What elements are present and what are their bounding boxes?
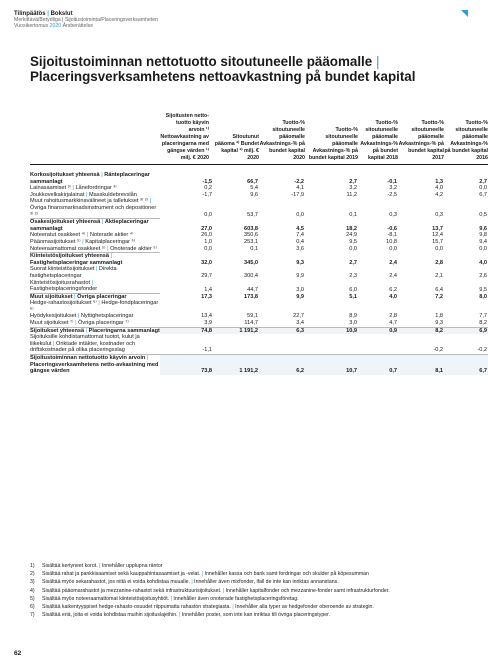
value-cell: -0,1 xyxy=(387,178,397,185)
row-label-fi: Kiinteistösijoitukset yhteensä xyxy=(30,253,109,260)
value-cell: 4,2 xyxy=(435,191,443,198)
value-cell: 9,6 xyxy=(250,191,258,198)
value-cell: 2,3 xyxy=(349,272,357,279)
value-cell: 2,7 xyxy=(349,259,357,266)
row-label-sv: Lånefordringar ³⁾ xyxy=(75,185,117,192)
value-cell: 6,3 xyxy=(259,327,305,334)
value-cell: 27,0 xyxy=(201,225,212,232)
page-number: 62 xyxy=(14,650,22,657)
value-cell: 2,4 xyxy=(389,272,397,279)
row-label-sv: Direkta fastighetsplaceringar xyxy=(30,266,117,279)
footnote-sv: Innehåller även onoterade fastighetsplaceringsföretag. xyxy=(173,595,299,602)
footnote-sv: Innehåller upplupna räntor xyxy=(101,563,163,569)
footnote xyxy=(30,563,460,569)
value-cell: 2,8 xyxy=(389,313,397,320)
table-row xyxy=(30,280,488,294)
value-cell: 0,9 xyxy=(358,327,398,334)
value-cell: 8,1 xyxy=(398,355,444,375)
row-label-sv: Oriktade intäkter, kostnader och driftskostnader på olika placeringsslag xyxy=(30,340,135,354)
value-cell: 11,2 xyxy=(346,191,357,198)
value-cell: 0,0 xyxy=(435,246,443,253)
footnote-separator: | xyxy=(169,595,174,602)
value-cell: 4,5 xyxy=(296,225,304,232)
value-cell: 9,4 xyxy=(479,238,487,245)
row-label-fi: Lainasaamiset ³⁾ xyxy=(30,185,71,192)
value-cell xyxy=(213,334,259,354)
table-header-cell: Tuotto-% sitoutuneelle pääomalle Avkastnings-% på bundet kapital 2018 xyxy=(358,113,398,165)
footnote-number: 5) xyxy=(30,595,35,602)
value-cell: 9,9 xyxy=(296,272,304,279)
label-separator: | xyxy=(76,313,81,320)
value-cell: 4,0 xyxy=(479,259,487,266)
value-cell: 1 191,2 xyxy=(213,327,259,334)
value-cell: 22,7 xyxy=(293,313,304,320)
value-cell: 10,8 xyxy=(386,238,397,245)
table-row xyxy=(30,198,488,218)
value-cell: 6,7 xyxy=(479,191,487,198)
footnote-sv: Innehåller poster, som inte kan inriktas till övriga placeringstyper. xyxy=(181,612,330,619)
footnote-separator: | xyxy=(189,579,195,586)
value-cell: 2,6 xyxy=(479,272,487,279)
row-label-sv: Masskuldebrevslån xyxy=(88,191,137,198)
footnote-text xyxy=(42,604,460,610)
value-cell xyxy=(305,300,358,313)
footnote-text xyxy=(42,588,460,594)
footnote-fi: Sisältää kertyneet korot. xyxy=(42,563,98,569)
value-cell: -0,2 xyxy=(477,347,487,354)
value-cell: 173,8 xyxy=(244,293,258,300)
value-cell: 6,9 xyxy=(444,327,488,334)
value-cell: 24,9 xyxy=(346,232,357,239)
value-cell: -1,7 xyxy=(202,191,212,198)
footnote-number: 7) xyxy=(30,612,35,619)
footnote-fi: Sisältää pääomarahastot ja mezzanine-rahastot sekä infrastruktuurisijoitukset. xyxy=(42,587,222,594)
value-cell: 1 191,2 xyxy=(213,355,259,375)
row-label xyxy=(30,198,160,218)
row-label-fi: Sijoitukset yhteensä xyxy=(30,327,85,334)
value-cell: 0,7 xyxy=(358,355,398,375)
row-label-fi: Pääomasijoitukset ⁵⁾ xyxy=(30,238,81,245)
table-section-row xyxy=(30,165,488,186)
header-report-fi: Vuosikertomus xyxy=(14,23,49,29)
value-cell: 1,3 xyxy=(435,178,443,185)
table-header-cell: Sijoitusten netto-tuotto käyvin arvoin ¹⁾ Nettoavkastning av placeringarna med gängse värden ¹⁾ milj. € 2020 xyxy=(160,113,213,165)
footnote-fi: Sisältää kaikentyyppiset hedge-rahasto-osuudet riippumatta rahaston strategiasta. xyxy=(42,604,231,611)
footnote-sv: Innehåller alla typer av hedgefonder oberoende av strategin. xyxy=(235,604,374,611)
value-cell: 0,1 xyxy=(349,212,357,219)
label-separator: | xyxy=(72,293,78,300)
value-cell: 13,4 xyxy=(201,313,212,320)
footnote-text xyxy=(42,612,460,618)
value-cell: 345,0 xyxy=(244,259,258,266)
row-label-sv: Onoterade aktier ⁵⁾ xyxy=(110,245,157,252)
value-cell: 2,7 xyxy=(349,178,357,185)
header-separator: | xyxy=(47,11,49,17)
value-cell: 6,2 xyxy=(389,286,397,293)
value-cell: -2,5 xyxy=(387,191,397,198)
page-title-fi: Sijoitustoiminnan nettotuotto sitoutuneelle pääomalle xyxy=(30,54,373,69)
row-label-fi: Korkosijoitukset yhteensä xyxy=(30,172,100,178)
footnote-number: 6) xyxy=(30,604,35,611)
footnote xyxy=(30,604,460,610)
page-title-sv: Placeringsverksamhetens nettoavkastning på bundet kapital xyxy=(30,69,416,84)
footnote-text xyxy=(42,596,460,602)
title-separator: | xyxy=(375,54,380,69)
value-cell: 253,1 xyxy=(244,238,258,245)
footnote-fi: Sisältää myös noteeraamattomat kiinteistösijoitusyhtiöt. xyxy=(42,595,170,602)
label-separator: | xyxy=(85,232,90,239)
label-separator: | xyxy=(84,191,89,198)
value-cell: 18,2 xyxy=(346,225,357,232)
value-cell: 9,5 xyxy=(479,286,487,293)
row-label-sv: Fastighetsplaceringar sammanlagt xyxy=(30,259,123,266)
value-cell: 8,2 xyxy=(479,320,487,327)
footnote-sv: Innehåller även mixfonder, ifall de inte kan inriktas annanstans. xyxy=(194,579,339,586)
footnote-sv: Innehåller kapitalfonder och mezzanine-fonder samt infrastrukturfonder. xyxy=(225,587,390,594)
row-label-sv: Fastighetsplaceringsfonder xyxy=(30,286,98,293)
value-cell: 2,7 xyxy=(479,178,487,185)
label-separator: | xyxy=(100,219,105,226)
value-cell: 2,8 xyxy=(435,259,443,266)
row-label-sv: Övriga placeringar ⁷⁾ xyxy=(78,320,129,327)
table-header-cell: Tuotto-% sitoutuneelle pääomalle Avkastnings-% på bundet kapital 2016 xyxy=(444,113,488,165)
value-cell xyxy=(398,300,444,313)
value-cell xyxy=(259,300,305,313)
row-label-fi: Muut sijoitukset ⁷⁾ xyxy=(30,320,74,327)
row-label-fi: Sijoituksille kohdistamattomat tuotot, kulut ja liikekulut xyxy=(30,334,140,347)
value-cell: 0,0 xyxy=(479,185,487,192)
value-cell: 8,0 xyxy=(479,293,487,300)
value-cell xyxy=(259,334,305,354)
row-label xyxy=(30,165,160,186)
row-label-fi: Muut sijoitukset xyxy=(30,293,73,300)
value-cell xyxy=(213,300,259,313)
row-label-sv: Övriga finansmarknadsinstrument och depositioner ³⁾ ²⁾ xyxy=(30,204,157,218)
footnote-fi: Sisältää rahat ja pankkisaamiset sekä kauppahintasaamiset ja -velat. xyxy=(42,571,201,578)
row-label-sv: Aktieplaceringar sammanlagt xyxy=(30,219,149,232)
footnote-number: 1) xyxy=(30,563,35,569)
value-cell: -0,6 xyxy=(387,225,397,232)
corner-marker-icon xyxy=(461,10,468,17)
row-label-fi: Muut rahoitusmarkkinavälineet ja talletukset ³⁾ ²⁾ xyxy=(30,198,149,205)
footnote-text xyxy=(42,563,460,569)
value-cell: 6,0 xyxy=(349,286,357,293)
header-subsection: Merkittävä/Betydliga | Sijoitustoiminta/Placeringsverksamheten xyxy=(14,17,159,23)
table-row xyxy=(30,266,488,279)
value-cell: 3,6 xyxy=(296,246,304,253)
value-cell xyxy=(444,300,488,313)
footnote-number: 2) xyxy=(30,571,35,578)
footnote-separator: | xyxy=(200,571,205,578)
label-separator: | xyxy=(94,266,99,273)
value-cell: 603,8 xyxy=(244,225,258,232)
row-label-sv: Ränteplaceringar sammanlagt xyxy=(30,172,150,185)
header-title-sv: Bokslut xyxy=(50,11,73,17)
value-cell: 0,5 xyxy=(479,212,487,219)
table-header-empty xyxy=(30,113,160,165)
value-cell: 9,3 xyxy=(296,259,304,266)
row-label-fi: Hedge-rahastosijoitukset ⁶⁾ xyxy=(30,300,97,307)
table-row xyxy=(30,300,488,313)
value-cell: 9,3 xyxy=(435,320,443,327)
row-label-sv: Övriga placeringar xyxy=(77,293,127,300)
table-row xyxy=(30,320,488,327)
row-label-sv: Noterade aktier ⁴⁾ xyxy=(89,232,134,239)
row-label xyxy=(30,320,160,327)
label-separator: | xyxy=(51,340,57,347)
row-label xyxy=(30,185,160,192)
value-cell: 0,2 xyxy=(204,185,212,192)
value-cell: 3,0 xyxy=(349,320,357,327)
value-cell: 9,8 xyxy=(479,232,487,239)
value-cell: 350,6 xyxy=(244,232,258,239)
value-cell: 7,2 xyxy=(435,293,443,300)
footnote-separator: | xyxy=(230,604,236,611)
value-cell: 6,2 xyxy=(259,355,305,375)
value-cell: 26,0 xyxy=(201,232,212,239)
value-cell: -2,2 xyxy=(294,178,304,185)
footnote-number: 3) xyxy=(30,579,35,586)
returns-table xyxy=(30,113,488,375)
table-row xyxy=(30,185,488,192)
table-header-cell: Tuotto-% sitoutuneelle pääomalle Avkastnings-% på bundet kapital 2020 xyxy=(259,113,305,165)
value-cell xyxy=(358,334,398,354)
value-cell: 9,6 xyxy=(479,225,487,232)
footnote-separator: | xyxy=(177,612,182,619)
value-cell: -1,5 xyxy=(202,178,212,185)
row-label-fi: Noteeratut osakkeet ⁴⁾ xyxy=(30,232,86,239)
row-label xyxy=(30,246,160,253)
value-cell: 7,7 xyxy=(479,313,487,320)
value-cell: 0,0 xyxy=(296,212,304,219)
label-separator: | xyxy=(96,300,102,307)
label-separator: | xyxy=(70,185,76,192)
value-cell: 32,0 xyxy=(201,259,212,266)
value-cell: 4,7 xyxy=(389,320,397,327)
label-separator: | xyxy=(108,253,112,260)
value-cell: 0,3 xyxy=(435,212,443,219)
value-cell: 5,4 xyxy=(250,185,258,192)
row-label xyxy=(30,355,160,375)
footnote-fi: Sisältää eriä, joita ei voida kohdistaa muihin sijoituslajeihin. xyxy=(42,612,178,619)
row-label-fi: Hyödykesijoitukset xyxy=(30,313,77,320)
value-cell: 3,0 xyxy=(296,286,304,293)
value-cell: 44,7 xyxy=(247,286,258,293)
footnote xyxy=(30,579,460,585)
label-separator: | xyxy=(84,327,89,334)
value-cell xyxy=(358,300,398,313)
value-cell: 0,0 xyxy=(204,212,212,219)
value-cell xyxy=(160,300,213,313)
label-separator: | xyxy=(99,172,105,178)
value-cell: 114,7 xyxy=(244,320,258,327)
value-cell: 3,9 xyxy=(204,320,212,327)
value-cell: 1,8 xyxy=(435,313,443,320)
row-label xyxy=(30,253,160,267)
value-cell: 0,3 xyxy=(389,212,397,219)
table-header-row xyxy=(30,113,488,165)
header-report-sv: Årsberättelse xyxy=(62,23,94,29)
value-cell: -8,1 xyxy=(387,232,397,239)
row-label xyxy=(30,266,160,279)
row-label xyxy=(30,219,160,233)
table-row xyxy=(30,232,488,239)
value-cell: 8,2 xyxy=(398,327,444,334)
value-cell: 9,9 xyxy=(296,293,304,300)
row-label-sv: Placeringsverksamhetens netto-avkastning med gängse värden xyxy=(30,361,159,375)
row-label xyxy=(30,280,160,294)
value-cell: 2,4 xyxy=(389,259,397,266)
value-cell: 2,1 xyxy=(435,272,443,279)
value-cell: 3,2 xyxy=(349,185,357,192)
value-cell: 5,1 xyxy=(349,293,357,300)
value-cell: 4,1 xyxy=(296,185,304,192)
row-label-fi: Suorat kiinteistösijoitukset xyxy=(30,266,95,273)
value-cell: 7,4 xyxy=(296,232,304,239)
value-cell xyxy=(305,334,358,354)
value-cell: 74,8 xyxy=(160,327,213,334)
value-cell: 0,0 xyxy=(389,246,397,253)
row-label-fi: Osakesijoitukset yhteensä xyxy=(30,219,101,226)
label-separator: | xyxy=(148,198,152,205)
page-title xyxy=(30,54,470,84)
row-label-sv: Nyttighetsplaceringar xyxy=(80,313,134,320)
row-label xyxy=(30,300,160,313)
value-cell: 73,8 xyxy=(160,355,213,375)
header-title-fi: Tilinpäätös xyxy=(14,11,46,17)
value-cell: 1,0 xyxy=(204,238,212,245)
row-label xyxy=(30,239,160,246)
value-cell: 4,0 xyxy=(435,185,443,192)
header-report xyxy=(14,23,158,29)
table-row xyxy=(30,334,488,354)
value-cell: 300,4 xyxy=(244,272,258,279)
footnote-text xyxy=(42,571,460,577)
value-cell: 0,1 xyxy=(250,246,258,253)
label-separator: | xyxy=(73,320,79,327)
value-cell: 17,3 xyxy=(201,293,212,300)
value-cell: 66,7 xyxy=(247,178,258,185)
row-label xyxy=(30,334,160,354)
table-body xyxy=(30,165,488,375)
table-header-cell: Tuotto-% sitoutuneelle pääomalle Avkastnings-% på bundet kapital 2017 xyxy=(398,113,444,165)
label-separator: | xyxy=(90,279,94,286)
page-header xyxy=(14,11,158,29)
value-cell: -17,9 xyxy=(291,191,304,198)
label-separator: | xyxy=(145,355,149,362)
table-header-cell: Sitoutunut pääoma ²⁾ Bundet kapital ²⁾ milj. € 2020 xyxy=(213,113,259,165)
value-cell: 1,4 xyxy=(204,286,212,293)
value-cell: 12,4 xyxy=(432,232,443,239)
footnote-sv: Innehåller kassa och bank samt fordringar och skulder på köpesumman xyxy=(204,571,369,578)
footnote-number: 4) xyxy=(30,587,35,594)
value-cell: 59,1 xyxy=(247,313,258,320)
label-separator: | xyxy=(80,238,86,245)
header-report-year: 2020 xyxy=(49,23,62,29)
footnote xyxy=(30,571,460,577)
footnotes xyxy=(30,563,460,620)
value-cell: 6,7 xyxy=(444,355,488,375)
value-cell: 0,0 xyxy=(349,246,357,253)
value-cell: 4,0 xyxy=(389,293,397,300)
row-label-sv: Kapitalplaceringar ⁵⁾ xyxy=(85,238,136,245)
footnote xyxy=(30,612,460,618)
value-cell: 0,0 xyxy=(479,246,487,253)
row-label-fi: Sijoitustoiminnan nettotuotto käyvin arvoin xyxy=(30,355,146,362)
row-label xyxy=(30,327,160,334)
row-label-sv: Placeringarna sammanlagt xyxy=(88,327,160,334)
value-cell: 13,7 xyxy=(432,225,443,232)
footnote xyxy=(30,588,460,594)
value-cell: -1,1 xyxy=(202,347,212,354)
table-total-row xyxy=(30,327,488,334)
value-cell: 3,2 xyxy=(389,185,397,192)
footnote-fi: Sisältää myös sekarahastot, jos niitä ei voida kohdistaa muualle. xyxy=(42,579,190,586)
value-cell: 3,4 xyxy=(296,320,304,327)
table-row xyxy=(30,246,488,253)
value-cell: 10,9 xyxy=(305,327,358,334)
value-cell: 53,7 xyxy=(247,212,258,219)
value-cell: 10,7 xyxy=(305,355,358,375)
footnote-text xyxy=(42,579,460,585)
row-label-fi: Noteeraamattomat osakkeet ⁵⁾ xyxy=(30,245,106,252)
footnote-separator: | xyxy=(221,587,226,594)
value-cell: 0,0 xyxy=(204,246,212,253)
table-section-row xyxy=(30,253,488,267)
value-cell: 15,7 xyxy=(432,238,443,245)
value-cell: -0,2 xyxy=(433,347,443,354)
value-cell: 9,5 xyxy=(349,238,357,245)
footnote xyxy=(30,596,460,602)
table-header-cell: Tuotto-% sitoutuneelle pääomalle Avkastnings-% på bundet kapital 2019 xyxy=(305,113,358,165)
row-label-fi: Joukkovelkakirjalainat xyxy=(30,191,85,198)
row-label-sv: Hedge-fondplaceringar ⁶⁾ xyxy=(30,300,159,313)
row-label xyxy=(30,232,160,239)
value-cell: 6,4 xyxy=(435,286,443,293)
footnote-separator: | xyxy=(97,563,102,569)
table-row xyxy=(30,239,488,246)
row-label-fi: Kiinteistösijoitusrahastot xyxy=(30,279,91,286)
table-section-row xyxy=(30,219,488,233)
table-total-row xyxy=(30,355,488,375)
value-cell: 0,4 xyxy=(296,238,304,245)
label-separator: | xyxy=(105,245,111,252)
value-cell: 8,9 xyxy=(349,313,357,320)
value-cell: 29,7 xyxy=(201,272,212,279)
